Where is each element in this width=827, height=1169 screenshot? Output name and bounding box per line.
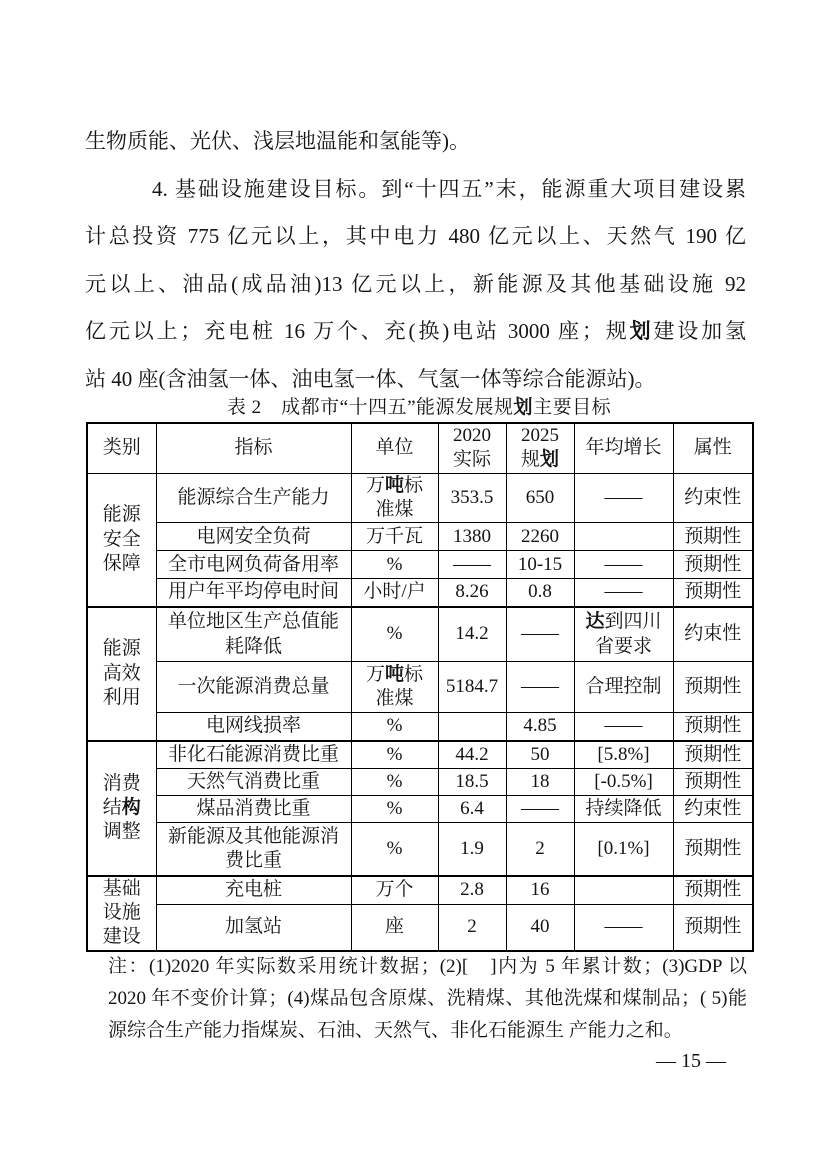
indicator-cell: 单位地区生产总值能 耗降低 [156,607,351,662]
value-2025-cell: 650 [506,473,574,523]
indicator-cell: 电网安全负荷 [156,523,351,551]
growth-cell: [-0.5%] [574,769,673,796]
value-2020-cell: 6.4 [438,796,506,823]
attribute-cell: 预期性 [673,741,753,769]
indicator-cell: 天然气消费比重 [156,769,351,796]
table-row [87,904,753,950]
growth-cell [574,876,673,905]
table-row [87,579,753,607]
header-indicator: 指标 [156,423,351,473]
value-2020-cell: 1380 [438,523,506,551]
targets-table [86,422,754,952]
indicator-cell: 全市电网负荷备用率 [156,551,351,579]
footnote-line: 源综合生产能力指煤炭、石油、天然气、非化石能源生 产能力之和。 [108,1020,683,1041]
attribute-cell: 预期性 [673,876,753,905]
table-footnote [108,951,747,1047]
value-2025-cell: 40 [506,904,574,950]
unit-cell: % [351,607,438,662]
indicator-cell: 充电桩 [156,876,351,905]
page-number: — 15 — [656,1050,726,1072]
unit-cell: % [351,551,438,579]
attribute-cell: 预期性 [673,904,753,950]
attribute-cell: 约束性 [673,473,753,523]
category-cell: 消费 结构 调整 [87,741,156,876]
value-2025-cell: 2260 [506,523,574,551]
attribute-cell: 约束性 [673,796,753,823]
value-2020-cell: 353.5 [438,473,506,523]
value-2025-cell: —— [506,607,574,662]
table-header-row [87,423,753,473]
attribute-cell: 预期性 [673,713,753,741]
indicator-cell: 一次能源消费总量 [156,662,351,713]
header-growth: 年均增长 [574,423,673,473]
header-unit: 单位 [351,423,438,473]
value-2025-cell: 18 [506,769,574,796]
growth-cell: —— [574,473,673,523]
value-2020-cell [438,713,506,741]
category-cell: 能源 安全 保障 [87,473,156,607]
attribute-cell: 预期性 [673,823,753,876]
header-2020: 2020 实际 [438,423,506,473]
value-2025-cell: 4.85 [506,713,574,741]
table-row [87,823,753,876]
value-2025-cell: 10-15 [506,551,574,579]
table-caption: 表 2 成都市“十四五”能源发展规划主要目标 [226,397,612,418]
table-row [87,551,753,579]
header-attribute: 属性 [673,423,753,473]
text-line: 站 40 座(含油氢一体、油电氢一体、气氢一体等综合能源站)。 [85,366,656,391]
table-row [87,607,753,662]
value-2020-cell: 1.9 [438,823,506,876]
unit-cell: % [351,823,438,876]
unit-cell: % [351,741,438,769]
growth-cell: —— [574,551,673,579]
attribute-cell: 预期性 [673,551,753,579]
value-2020-cell: —— [438,551,506,579]
indicator-cell: 新能源及其他能源消 费比重 [156,823,351,876]
value-2020-cell: 2.8 [438,876,506,905]
table-row [87,876,753,905]
indicator-cell: 用户年平均停电时间 [156,579,351,607]
category-cell: 基础 设施 建设 [87,876,156,951]
value-2025-cell: 2 [506,823,574,876]
header-category: 类别 [87,423,156,473]
value-2020-cell: 18.5 [438,769,506,796]
growth-cell: —— [574,713,673,741]
indicator-cell: 煤品消费比重 [156,796,351,823]
attribute-cell: 预期性 [673,523,753,551]
growth-cell: 持续降低 [574,796,673,823]
value-2020-cell: 2 [438,904,506,950]
header-2025: 2025 规划 [506,423,574,473]
table-row [87,473,753,523]
footnote-line: 注：(1)2020 年实际数采用统计数据；(2)[ ]内为 5 年累计数；(3)GDP 以 [108,956,747,977]
footnote-line: 2020 年不变价计算；(4)煤品包含原煤、洗精煤、其他洗煤和煤制品；( 5)能 [108,988,747,1009]
unit-cell: 座 [351,904,438,950]
growth-cell: —— [574,579,673,607]
attribute-cell: 预期性 [673,769,753,796]
category-cell: 能源 高效 利用 [87,607,156,741]
value-2025-cell: 50 [506,741,574,769]
attribute-cell: 预期性 [673,662,753,713]
value-2020-cell: 44.2 [438,741,506,769]
growth-cell [574,523,673,551]
unit-cell: 万个 [351,876,438,905]
table-row [87,796,753,823]
attribute-cell: 约束性 [673,607,753,662]
indicator-cell: 非化石能源消费比重 [156,741,351,769]
text-line: 4. 基础设施建设目标。到“十四五”末，能源重大项目建设累 [152,176,746,201]
text-line: 生物质能、光伏、浅层地温能和氢能等)。 [85,129,470,153]
unit-cell: 万千瓦 [351,523,438,551]
table-row [87,662,753,713]
value-2025-cell: —— [506,796,574,823]
growth-cell: [5.8%] [574,741,673,769]
table-row [87,769,753,796]
unit-cell: 万吨标 准煤 [351,473,438,523]
value-2020-cell: 8.26 [438,579,506,607]
paragraph [85,118,746,403]
unit-cell: 小时/户 [351,579,438,607]
text-line: 计总投资 775 亿元以上，其中电力 480 亿元以上、天然气 190 亿 [85,224,746,248]
value-2025-cell: —— [506,662,574,713]
value-2020-cell: 14.2 [438,607,506,662]
unit-cell: % [351,713,438,741]
table-row [87,713,753,741]
growth-cell: [0.1%] [574,823,673,876]
text-line: 元以上、油品(成品油)13 亿元以上，新能源及其他基础设施 92 [85,271,746,296]
unit-cell: % [351,796,438,823]
value-2025-cell: 16 [506,876,574,905]
growth-cell: 合理控制 [574,662,673,713]
indicator-cell: 能源综合生产能力 [156,473,351,523]
table-row [87,523,753,551]
attribute-cell: 预期性 [673,579,753,607]
unit-cell: 万吨标 准煤 [351,662,438,713]
indicator-cell: 电网线损率 [156,713,351,741]
indicator-cell: 加氢站 [156,904,351,950]
value-2025-cell: 0.8 [506,579,574,607]
text-line: 亿元以上；充电桩 16 万个、充(换)电站 3000 座；规划建设加氢 [85,319,746,343]
table-row [87,741,753,769]
value-2020-cell: 5184.7 [438,662,506,713]
unit-cell: % [351,769,438,796]
growth-cell: 达到四川 省要求 [574,607,673,662]
growth-cell: —— [574,904,673,950]
